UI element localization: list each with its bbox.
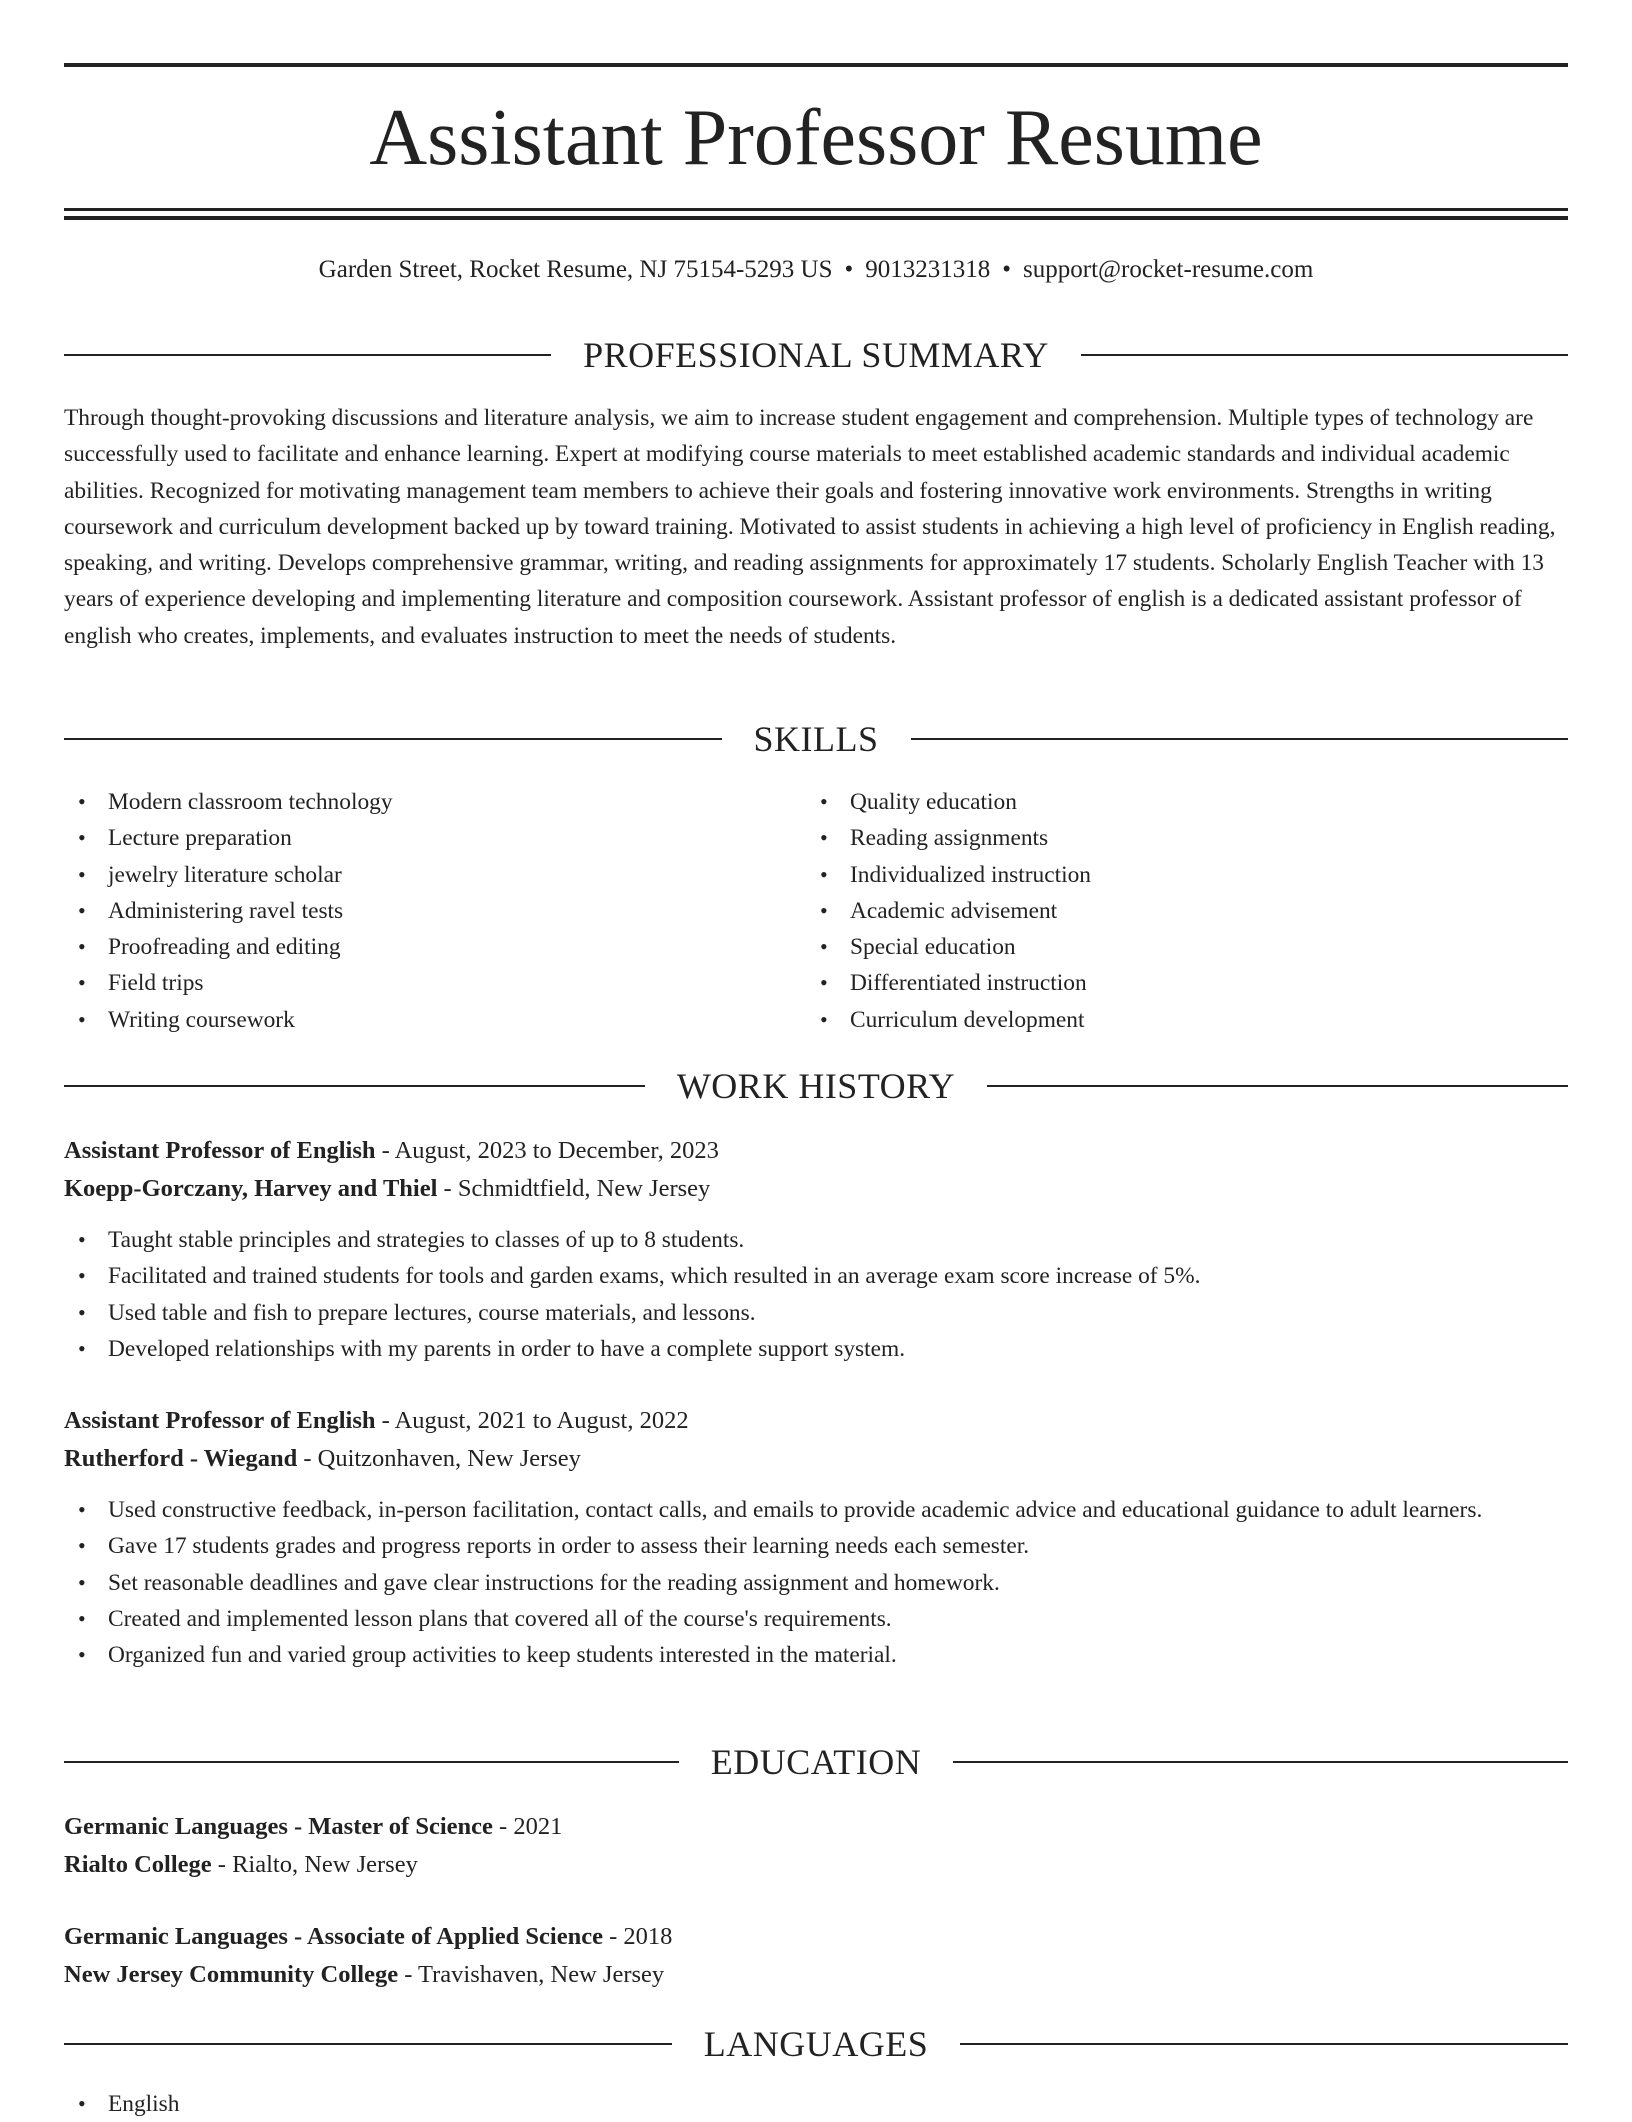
skills-column-right — [806, 784, 1546, 1038]
job-company: Koepp-Gorczany, Harvey and Thiel — [64, 1175, 438, 1202]
education-location: - Travishaven, New Jersey — [398, 1961, 665, 1988]
job-bullets — [64, 1492, 1568, 1673]
education-entry — [64, 1808, 1568, 1884]
heading-rule — [64, 738, 722, 740]
contact-separator: • — [844, 256, 854, 283]
heading-rule — [960, 2043, 1568, 2045]
heading-rule — [64, 1761, 679, 1763]
languages-list — [64, 2086, 1568, 2122]
job-bullet: • Created and implemented lesson plans that covered all of the course's requirements. — [64, 1601, 1568, 1637]
job-company: Rutherford - Wiegand — [64, 1445, 298, 1472]
heading-rule — [64, 354, 551, 356]
job-bullet: • Gave 17 students grades and progress reports in order to assess their learning needs each semester. — [64, 1528, 1568, 1564]
skill-item: • Academic advisement — [806, 893, 1546, 929]
job-dates: - August, 2023 to December, 2023 — [375, 1137, 719, 1164]
section-heading-work — [64, 1064, 1568, 1108]
skill-item: • Individualized instruction — [806, 857, 1546, 893]
job-bullet: • Set reasonable deadlines and gave clear instructions for the reading assignment and homework. — [64, 1565, 1568, 1601]
education-school: Rialto College — [64, 1851, 212, 1878]
skill-item: • Curriculum development — [806, 1002, 1546, 1038]
top-rule — [64, 63, 1568, 67]
job-entry — [64, 1132, 1568, 1367]
job-bullet: • Facilitated and trained students for tools and garden exams, which resulted in an average exam score increase of 5%. — [64, 1258, 1568, 1294]
skill-item: • Modern classroom technology — [64, 784, 804, 820]
heading-rule — [1081, 354, 1568, 356]
job-bullets — [64, 1222, 1568, 1367]
language-item: • English — [64, 2086, 1568, 2122]
section-title: WORK HISTORY — [676, 1066, 956, 1106]
job-dates: - August, 2021 to August, 2022 — [375, 1407, 689, 1434]
job-title: Assistant Professor of English — [64, 1137, 376, 1164]
heading-rule — [911, 738, 1569, 740]
education-location: - Rialto, New Jersey — [211, 1851, 418, 1878]
skills-column-left — [64, 784, 804, 1038]
section-title: LANGUAGES — [703, 2024, 929, 2064]
section-heading-summary — [64, 333, 1568, 377]
job-entry — [64, 1402, 1568, 1673]
job-location: - Schmidtfield, New Jersey — [437, 1175, 711, 1202]
contact-separator: • — [1002, 256, 1012, 283]
education-entry — [64, 1918, 1568, 1994]
section-title: SKILLS — [753, 719, 879, 759]
job-bullet: • Taught stable principles and strategies to classes of up to 8 students. — [64, 1222, 1568, 1258]
heading-rule — [987, 1085, 1568, 1087]
skill-item: • Quality education — [806, 784, 1546, 820]
skill-item: • Field trips — [64, 965, 804, 1001]
skills-list-left — [64, 784, 804, 1038]
skill-item: • Differentiated instruction — [806, 965, 1546, 1001]
job-bullet: • Used constructive feedback, in-person facilitation, contact calls, and emails to provide academic advice and educational guidance to adult learners. — [64, 1492, 1568, 1528]
skill-item: • Special education — [806, 929, 1546, 965]
skill-item: • Lecture preparation — [64, 820, 804, 856]
job-bullet: • Developed relationships with my parents in order to have a complete support system. — [64, 1331, 1568, 1367]
education-school: New Jersey Community College — [64, 1961, 399, 1988]
skill-item: • Writing coursework — [64, 1002, 804, 1038]
skill-item: • Proofreading and editing — [64, 929, 804, 965]
education-degree: Germanic Languages - Associate of Applied Science — [64, 1923, 603, 1950]
contact-address: Garden Street, Rocket Resume, NJ 75154-5293 US — [318, 256, 833, 283]
section-title: PROFESSIONAL SUMMARY — [583, 335, 1049, 375]
section-heading-skills — [64, 717, 1568, 761]
section-title: EDUCATION — [710, 1742, 922, 1782]
heading-rule — [64, 1085, 645, 1087]
summary-paragraph: Through thought-provoking discussions and literature analysis, we aim to increase student engagement and comprehension. Multiple types of technology are successfully used to facilitate and enhance learning. Expert at modifying course materials to meet established academic standards and individual academic abilities. Recognized for motivating management team members to achieve their goals and fostering innovative work environments. Strengths in writing coursework and curriculum development backed up by toward training. Motivated to assist students in achieving a high level of proficiency in English reading, speaking, and writing. Develops comprehensive grammar, writing, and reading assignments for approximately 17 students. Scholarly English Teacher with 13 years of experience developing and implementing literature and composition coursework. Assistant professor of english is a dedicated assistant professor of english who creates, implements, and evaluates instruction to meet the needs of students. — [64, 405, 1556, 649]
contact-phone: 9013231318 — [865, 256, 991, 283]
page-title: Assistant Professor Resume — [369, 94, 1263, 182]
skill-item: • Reading assignments — [806, 820, 1546, 856]
heading-rule — [953, 1761, 1568, 1763]
title-double-rule — [64, 208, 1568, 220]
education-degree: Germanic Languages - Master of Science — [64, 1813, 493, 1840]
job-bullet: • Used table and fish to prepare lectures, course materials, and lessons. — [64, 1295, 1568, 1331]
contact-line — [64, 252, 1568, 288]
skill-item: • Administering ravel tests — [64, 893, 804, 929]
heading-rule — [64, 2043, 672, 2045]
skill-item: • jewelry literature scholar — [64, 857, 804, 893]
skills-list-right — [806, 784, 1546, 1038]
contact-email[interactable]: support@rocket-resume.com — [1023, 256, 1314, 283]
job-location: - Quitzonhaven, New Jersey — [297, 1445, 581, 1472]
job-title: Assistant Professor of English — [64, 1407, 376, 1434]
education-year: - 2018 — [602, 1923, 673, 1950]
section-heading-education — [64, 1740, 1568, 1784]
education-year: - 2021 — [492, 1813, 563, 1840]
job-bullet: • Organized fun and varied group activities to keep students interested in the material. — [64, 1637, 1568, 1673]
section-heading-languages — [64, 2022, 1568, 2066]
